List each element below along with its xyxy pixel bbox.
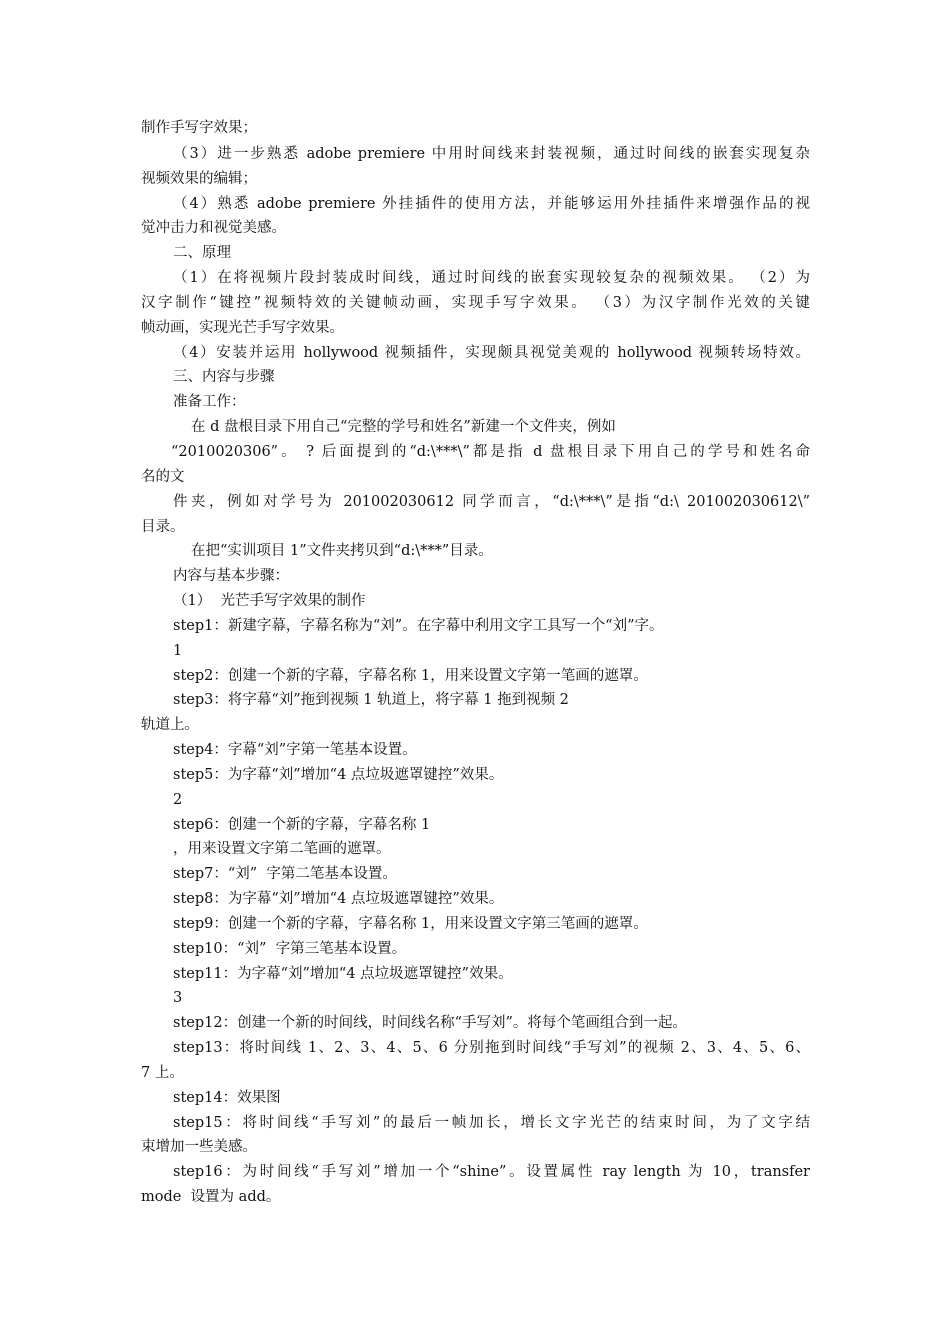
section-heading: 三、内容与步骤 (173, 369, 275, 385)
step-line: step10：“刘” 字第三笔基本设置。 (173, 941, 407, 957)
step-line: step6：创建一个新的字幕，字幕名称 1 (173, 817, 431, 833)
text-line: 准备工作： (173, 394, 246, 410)
text-line: 7 上。 (141, 1065, 184, 1081)
text-line: 在 d 盘根目录下用自己“完整的学号和姓名”新建一个文件夹，例如 (191, 419, 616, 435)
section-heading: 二、原理 (173, 245, 231, 261)
text-line: 名的文 (141, 469, 185, 485)
step-line: step13：将时间线 1、2、3、4、5、6 分别拖到时间线“手写刘”的视频 2、3、4、5、6、 (173, 1040, 810, 1056)
text-line: 件夹，例如对学号为 201002030612 同学而言，“d:\***\”是指“d:\ 201002030612\” (173, 494, 810, 510)
text-line: 在把“实训项目 1”文件夹拷贝到“d:\***”目录。 (191, 543, 493, 559)
text-line: 制作手写字效果； (141, 120, 257, 136)
text-line: 帧动画，实现光芒手写字效果。 (141, 320, 344, 336)
text-line: 目录。 (141, 519, 185, 535)
text-line: （1）在将视频片段封装成时间线，通过时间线的嵌套实现较复杂的视频效果。 （2）为 (173, 270, 810, 286)
text-line: ，用来设置文字第二笔画的遮罩。 (173, 841, 391, 857)
step-line: step2：创建一个新的字幕，字幕名称 1，用来设置文字第一笔画的遮罩。 (173, 668, 648, 684)
step-line: step14：效果图 (173, 1090, 281, 1106)
step-line: step3：将字幕“刘”拖到视频 1 轨道上，将字幕 1 拖到视频 2 (173, 692, 569, 708)
step-line: step8：为字幕“刘”增加“4 点垃圾遮罩键控”效果。 (173, 891, 504, 907)
figure-number: 3 (173, 990, 183, 1006)
subsection-heading: （1） 光芒手写字效果的制作 (173, 593, 366, 609)
step-line: step16：为时间线“手写刘”增加一个“shine”。设置属性 ray length 为 10，transfer (173, 1164, 810, 1180)
text-line: （4）安装并运用 hollywood 视频插件，实现颇具视觉美观的 hollywood 视频转场特效。 (173, 345, 810, 361)
text-line: （4）熟悉 adobe premiere 外挂插件的使用方法，并能够运用外挂插件来增强作品的视 (173, 196, 810, 212)
step-line: step15：将时间线“手写刘”的最后一帧加长，增长文字光芒的结束时间，为了文字结 (173, 1115, 810, 1131)
step-line: step5：为字幕“刘”增加“4 点垃圾遮罩键控”效果。 (173, 767, 504, 783)
text-line: 觉冲击力和视觉美感。 (141, 220, 286, 236)
text-line: 视频效果的编辑； (141, 171, 257, 187)
text-line: 汉字制作“键控”视频特效的关键帧动画，实现手写字效果。 （3）为汉字制作光效的关键 (141, 295, 810, 311)
text-line: “2010020306”。 ? 后面提到的“d:\***\”都是指 d 盘根目录下用自己的学号和姓名命 (171, 444, 810, 460)
step-line: step7：“刘” 字第二笔基本设置。 (173, 866, 397, 882)
text-line: 内容与基本步骤： (173, 568, 289, 584)
text-line: （3）进一步熟悉 adobe premiere 中用时间线来封装视频，通过时间线的嵌套实现复杂 (173, 146, 810, 162)
step-line: step1：新建字幕，字幕名称为“刘”。在字幕中利用文字工具写一个“刘”字。 (173, 618, 664, 634)
step-line: step9：创建一个新的字幕，字幕名称 1，用来设置文字第三笔画的遮罩。 (173, 916, 648, 932)
text-line: 束增加一些美感。 (141, 1139, 257, 1155)
text-line: 轨道上。 (141, 717, 199, 733)
figure-number: 1 (173, 643, 183, 659)
text-line: mode 设置为 add。 (141, 1189, 281, 1205)
step-line: step11：为字幕“刘”增加“4 点垃圾遮罩键控”效果。 (173, 966, 513, 982)
step-line: step4：字幕“刘”字第一笔基本设置。 (173, 742, 417, 758)
step-line: step12：创建一个新的时间线，时间线名称“手写刘”。将每个笔画组合到一起。 (173, 1015, 687, 1031)
figure-number: 2 (173, 792, 183, 808)
